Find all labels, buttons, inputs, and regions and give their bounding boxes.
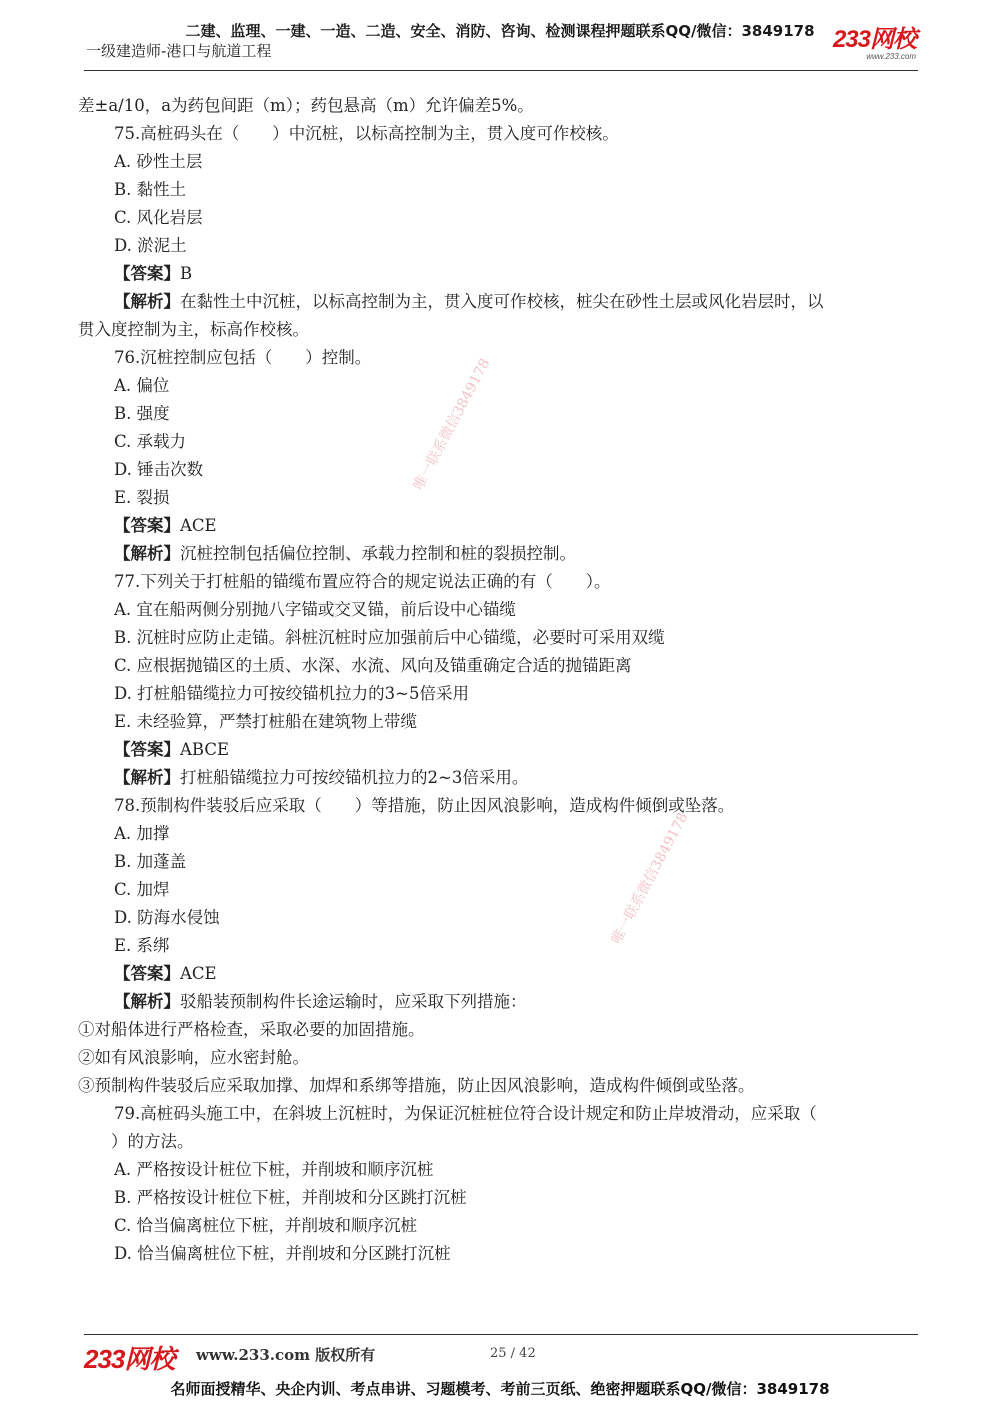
question-line: 76.沉桩控制应包括（ ）控制。 xyxy=(114,348,372,367)
question-line: 78.预制构件装驳后应采取（ ）等措施，防止因风浪影响，造成构件倾倒或坠落。 xyxy=(114,796,735,815)
answer-line xyxy=(78,736,928,764)
section-text: 沉桩控制包括偏位控制、承载力控制和桩的裂损控制。 xyxy=(180,544,576,563)
answer-option: A. 宜在船两侧分别抛八字锚或交叉锚，前后设中心锚缆 xyxy=(114,600,516,619)
footer-logo: 233网校 xyxy=(84,1344,175,1374)
answer-option: B. 加蓬盖 xyxy=(114,852,187,871)
section-text: B xyxy=(180,264,193,283)
header-divider xyxy=(84,70,918,71)
answer-option: D. 打桩船锚缆拉力可按绞锚机拉力的3~5倍采用 xyxy=(114,684,469,703)
section-text: ABCE xyxy=(180,740,230,759)
answer-option: C. 应根据抛锚区的土质、水深、水流、风向及锚重确定合适的抛锚距离 xyxy=(114,656,632,675)
paragraph-line: ②如有风浪影响，应水密封舱。 xyxy=(78,1048,309,1067)
answer-option: B. 强度 xyxy=(114,404,170,423)
watermark: 唯一联系微信3849178 xyxy=(410,356,494,493)
section-text: ACE xyxy=(180,516,217,535)
footer-copyright: www.233.com 版权所有 xyxy=(196,1346,376,1364)
answer-option: E. 裂损 xyxy=(114,488,170,507)
answer-option: B. 严格按设计桩位下桩，并削坡和分区跳打沉桩 xyxy=(114,1188,467,1207)
paragraph-line: 差±a/10，a为药包间距（m）；药包悬高（m）允许偏差5%。 xyxy=(78,96,534,115)
section-text: 打桩船锚缆拉力可按绞锚机拉力的2~3倍采用。 xyxy=(180,768,529,787)
answer-option: A. 砂性土层 xyxy=(114,152,203,171)
answer-option: A. 严格按设计桩位下桩，并削坡和顺序沉桩 xyxy=(114,1160,434,1179)
section-text: 在黏性土中沉桩，以标高控制为主，贯入度可作校核，桩尖在砂性土层或风化岩层时，以 xyxy=(180,292,824,311)
brand-logo-url: www.233.com xyxy=(866,52,916,61)
section-tag: 【解析】 xyxy=(114,292,180,311)
section-tag: 【解析】 xyxy=(114,544,180,563)
section-tag: 【答案】 xyxy=(114,740,180,759)
section-tag: 【答案】 xyxy=(114,264,180,283)
answer-line xyxy=(78,260,928,288)
brand-logo-text: 233网校 xyxy=(832,26,916,53)
paragraph-line: ①对船体进行严格检查，采取必要的加固措施。 xyxy=(78,1020,425,1039)
paragraph-line: ③预制构件装驳后应采取加撑、加焊和系绑等措施，防止因风浪影响，造成构件倾倒或坠落。 xyxy=(78,1076,755,1095)
answer-option: B. 黏性土 xyxy=(114,180,187,199)
watermark: 唯一联系微信3849178 xyxy=(608,810,692,947)
question-line: 79.高桩码头施工中，在斜坡上沉桩时，为保证沉桩桩位符合设计规定和防止岸坡滑动，应采取（ xyxy=(114,1104,817,1123)
section-tag: 【答案】 xyxy=(114,964,180,983)
answer-option: D. 锤击次数 xyxy=(114,460,204,479)
question-line: 75.高桩码头在（ ）中沉桩，以标高控制为主，贯入度可作校核。 xyxy=(114,124,619,143)
explanation-line xyxy=(78,764,928,792)
brand-logo xyxy=(833,28,916,61)
answer-option: C. 风化岩层 xyxy=(114,208,203,227)
answer-option: E. 未经验算，严禁打桩船在建筑物上带缆 xyxy=(114,712,418,731)
document-subtitle: 一级建造师-港口与航道工程 xyxy=(86,42,272,60)
section-tag: 【答案】 xyxy=(114,516,180,535)
answer-option: C. 加焊 xyxy=(114,880,170,899)
answer-option: D. 恰当偏离桩位下桩，并削坡和分区跳打沉桩 xyxy=(114,1244,451,1263)
header-contact-line: 二建、监理、一建、一造、二造、安全、消防、咨询、检测课程押题联系QQ/微信：3849178 xyxy=(185,22,815,40)
section-text: ACE xyxy=(180,964,217,983)
section-tag: 【解析】 xyxy=(114,768,180,787)
question-line: 77.下列关于打桩船的锚缆布置应符合的规定说法正确的有（ ）。 xyxy=(114,572,611,591)
explanation-line xyxy=(78,540,928,568)
footer-contact-line: 名师面授精华、央企内训、考点串讲、习题模考、考前三页纸、绝密押题联系QQ/微信：3849178 xyxy=(170,1380,830,1398)
answer-option: E. 系绑 xyxy=(114,936,170,955)
paragraph-line: ）的方法。 xyxy=(78,1132,194,1151)
explanation-line xyxy=(78,288,928,316)
answer-option: D. 防海水侵蚀 xyxy=(114,908,220,927)
answer-option: C. 承载力 xyxy=(114,432,187,451)
paragraph-line: 贯入度控制为主，标高作校核。 xyxy=(78,320,309,339)
answer-line xyxy=(78,512,928,540)
answer-option: D. 淤泥土 xyxy=(114,236,187,255)
answer-option: B. 沉桩时应防止走锚。斜桩沉桩时应加强前后中心锚缆，必要时可采用双缆 xyxy=(114,628,665,647)
section-tag: 【解析】 xyxy=(114,992,180,1011)
document-body xyxy=(78,92,928,1268)
explanation-line xyxy=(78,988,928,1016)
answer-option: C. 恰当偏离桩位下桩，并削坡和顺序沉桩 xyxy=(114,1216,418,1235)
page-number: 25 / 42 xyxy=(490,1346,536,1361)
answer-line xyxy=(78,960,928,988)
answer-option: A. 加撑 xyxy=(114,824,170,843)
answer-option: A. 偏位 xyxy=(114,376,170,395)
section-text: 驳船装预制构件长途运输时，应采取下列措施： xyxy=(180,992,527,1011)
footer-divider xyxy=(84,1334,918,1335)
